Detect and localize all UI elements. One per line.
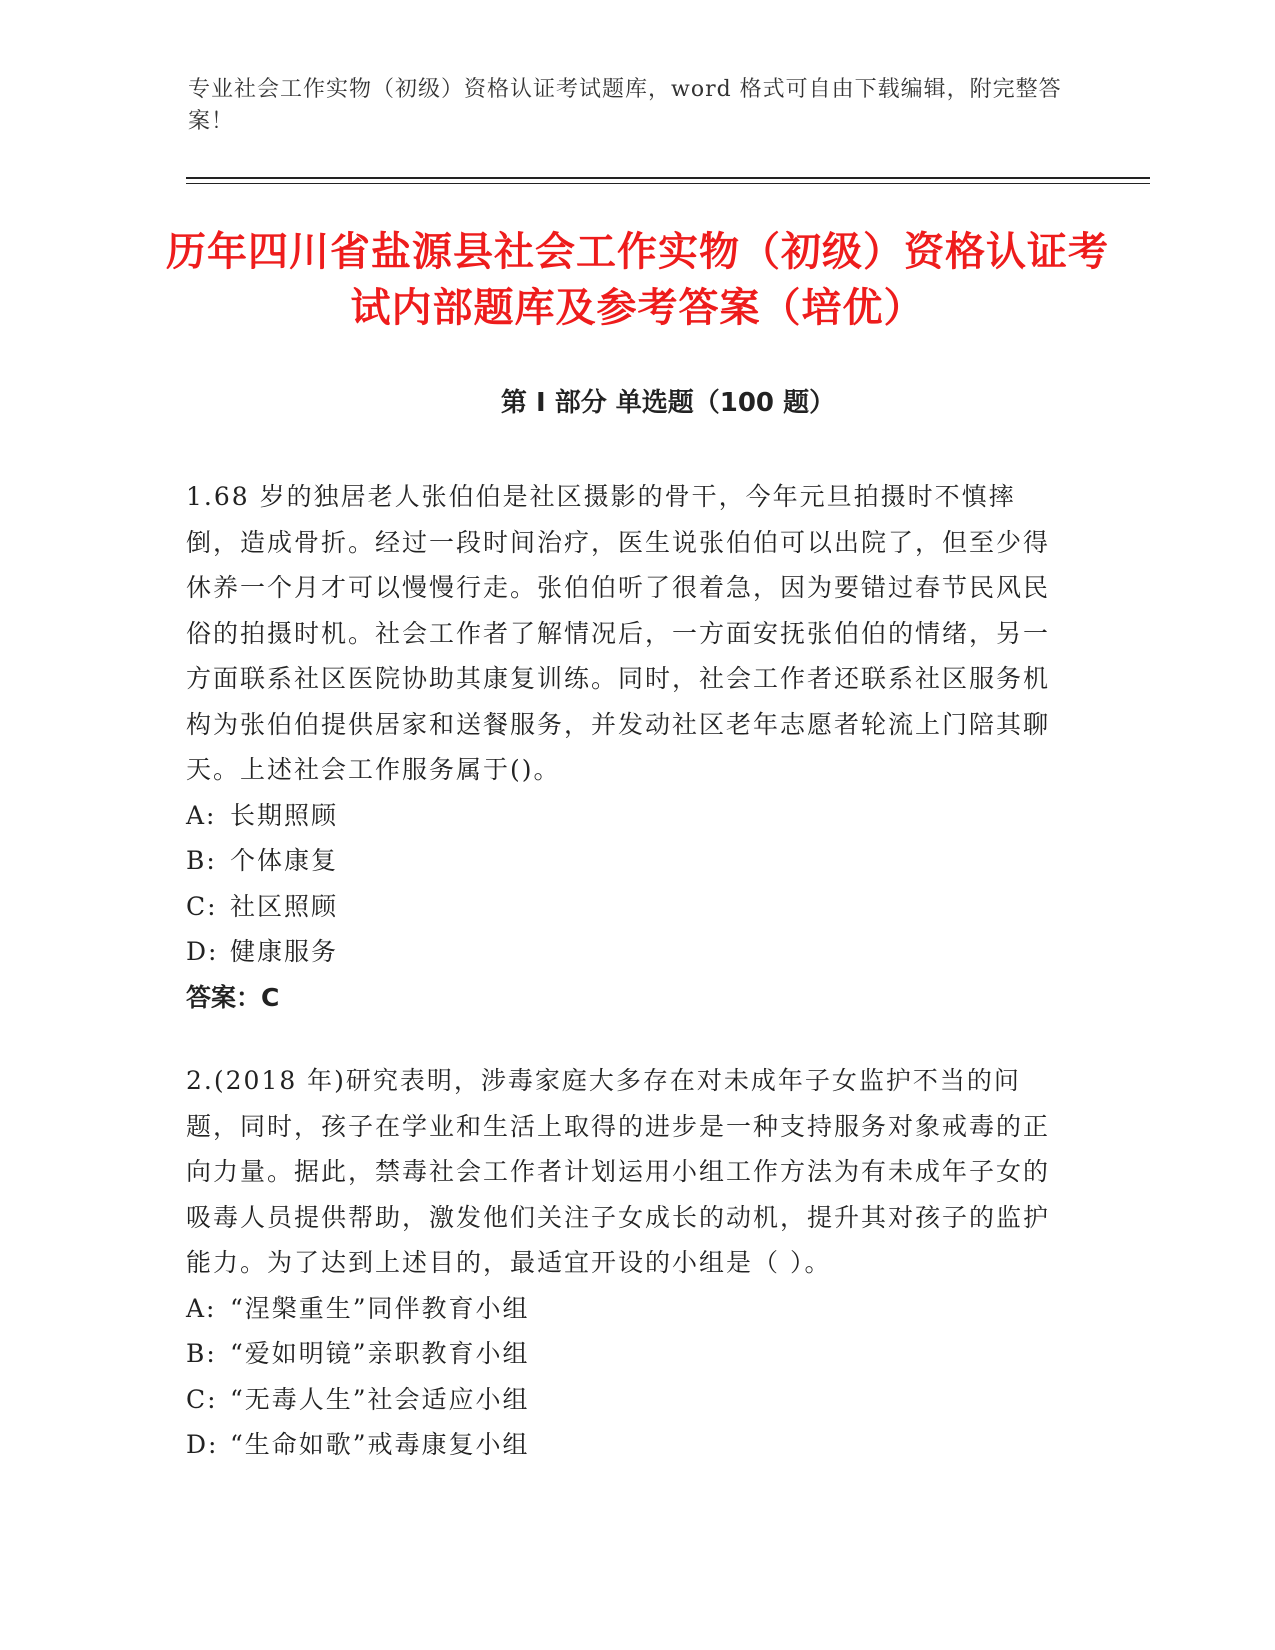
option-label: B: (186, 1339, 217, 1368)
option-text: 个体康复 (230, 846, 339, 875)
question-stem: 1.68 岁的独居老人张伯伯是社区摄影的骨干，今年元旦拍摄时不慎摔倒，造成骨折。经过一段时间治疗，医生说张伯伯可以出院了，但至少得休养一个月才可以慢慢行走。张伯伯听了很着急，因为要错过春节民风民俗的拍摄时机。社会工作者了解情况后，一方面安抚张伯伯的情绪，另一方面联系社区医院协助其康复训练。同时，社会工作者还联系社区服务机构为张伯伯提供居家和送餐服务，并发动社区老年志愿者轮流上门陪其聊天。上述社会工作服务属于()。 (186, 482, 1051, 784)
option-text: “无毒人生”社会适应小组 (230, 1384, 530, 1414)
option-a (186, 793, 1066, 839)
option-text: “生命如歌”戒毒康复小组 (230, 1430, 530, 1459)
option-text: 社区照顾 (230, 891, 339, 921)
question-stem: 2.(2018 年)研究表明，涉毒家庭大多存在对未成年子女监护不当的问题，同时，孩子在学业和生活上取得的进步是一种支持服务对象戒毒的正向力量。据此，禁毒社会工作者计划运用小组工作方法为有未成年子女的吸毒人员提供帮助，激发他们关注子女成长的动机，提升其对孩子的监护能力。为了达到上述目的，最适宜开设的小组是（ ）。 (186, 1066, 1051, 1277)
option-c (186, 1377, 1066, 1423)
option-d (186, 1422, 1066, 1468)
option-text: 长期照顾 (230, 800, 339, 830)
option-label: A: (186, 1293, 217, 1323)
option-text: “涅槃重生”同伴教育小组 (230, 1293, 530, 1323)
option-label: A: (186, 800, 217, 830)
question-1 (186, 474, 1066, 1020)
option-label: B: (186, 846, 217, 875)
option-label: D: (186, 1430, 219, 1459)
option-a (186, 1286, 1066, 1332)
option-d (186, 929, 1066, 975)
option-b (186, 838, 1066, 884)
header-divider-thin (186, 183, 1150, 184)
option-text: 健康服务 (230, 937, 339, 966)
option-label: C: (186, 1384, 218, 1414)
option-label: C: (186, 891, 218, 921)
page-header: 专业社会工作实物（初级）资格认证考试题库，word 格式可自由下载编辑，附完整答案！ (188, 77, 1062, 134)
option-text: “爱如明镜”亲职教育小组 (230, 1339, 530, 1368)
document-title: 历年四川省盐源县社会工作实物（初级）资格认证考试内部题库及参考答案（培优） (166, 229, 1109, 331)
header-divider-thick (186, 177, 1150, 179)
section-heading: 第 I 部分 单选题（100 题） (500, 388, 836, 418)
option-label: D: (186, 937, 219, 966)
answer: 答案：C (186, 982, 280, 1012)
option-b (186, 1331, 1066, 1377)
option-c (186, 884, 1066, 930)
question-2 (186, 1058, 1066, 1468)
